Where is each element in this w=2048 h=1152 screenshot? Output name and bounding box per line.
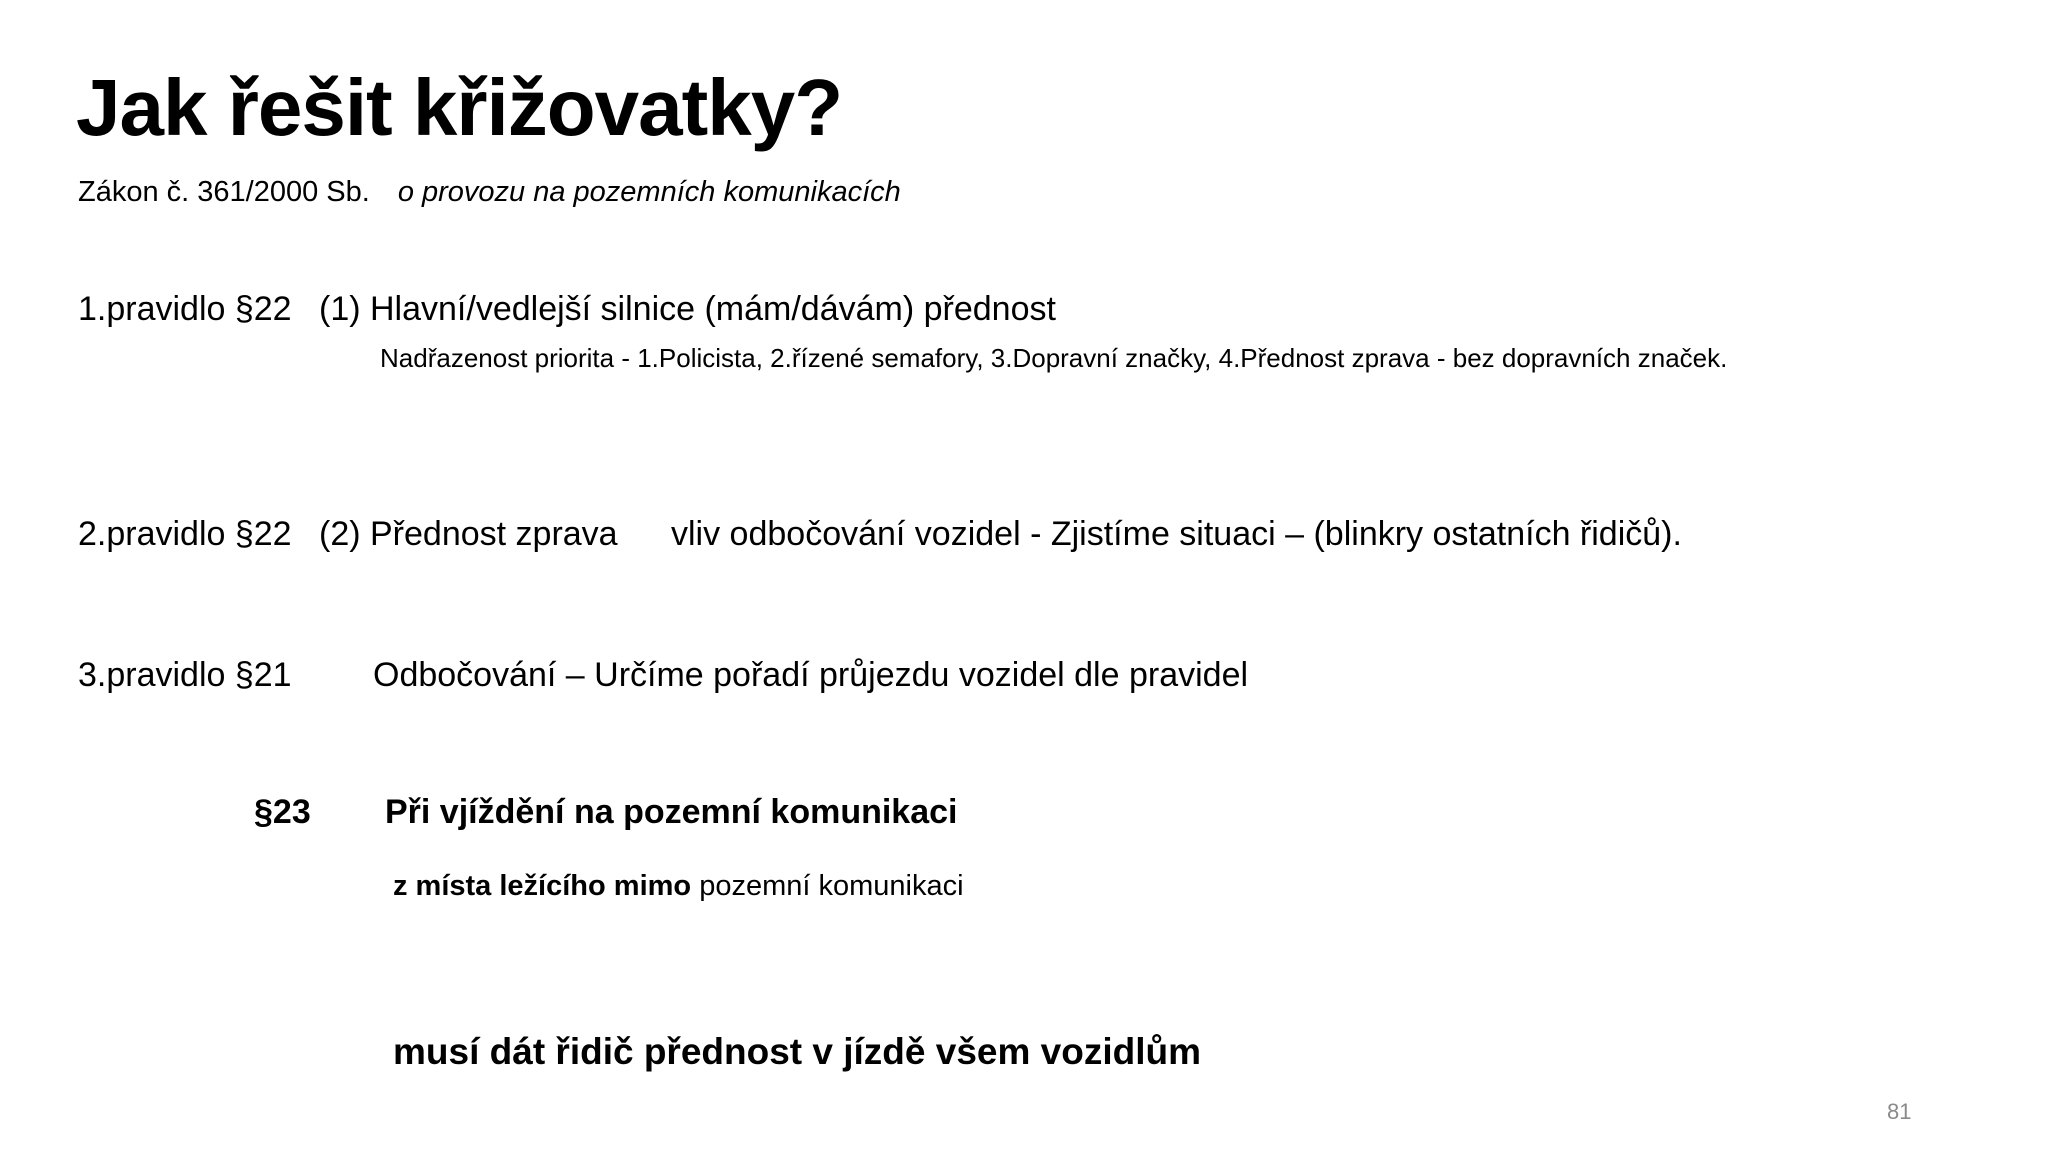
section-23-number: §23 (254, 793, 311, 831)
section-23-condition-rest: pozemní komunikaci (691, 870, 964, 902)
section-23-conclusion: musí dát řidič přednost v jízdě všem vozidlům (393, 1031, 1202, 1072)
rule-2-extra: vliv odbočování vozidel - Zjistíme situaci – (blinkry ostatních řidičů). (671, 515, 1682, 553)
section-23-condition-bold: z místa ležícího mimo (393, 870, 692, 902)
rule-1-text: (1) Hlavní/vedlejší silnice (mám/dávám) přednost (319, 290, 1056, 328)
section-23-title: Při vjíždění na pozemní komunikaci (385, 793, 958, 831)
law-name: o provozu na pozemních komunikacích (397, 176, 901, 208)
rule-2-text: (2) Přednost zprava (319, 515, 618, 553)
law-reference (78, 178, 901, 207)
rule-3-label: 3.pravidlo §21 (78, 656, 292, 694)
rule-1-note: Nadřazenost priorita - 1.Policista, 2.řízené semafory, 3.Dopravní značky, 4.Přednost zprava - bez dopravních značek. (380, 343, 1728, 373)
section-23-condition (393, 872, 964, 901)
slide-title: Jak řešit křižovatky? (76, 63, 843, 152)
rule-1-label: 1.pravidlo §22 (78, 290, 292, 328)
page-number: 81 (1887, 1099, 1912, 1124)
law-number: Zákon č. 361/2000 Sb. (78, 176, 370, 208)
rule-2-label: 2.pravidlo §22 (78, 515, 292, 553)
rule-3-text: Odbočování – Určíme pořadí průjezdu vozidel dle pravidel (373, 656, 1249, 694)
